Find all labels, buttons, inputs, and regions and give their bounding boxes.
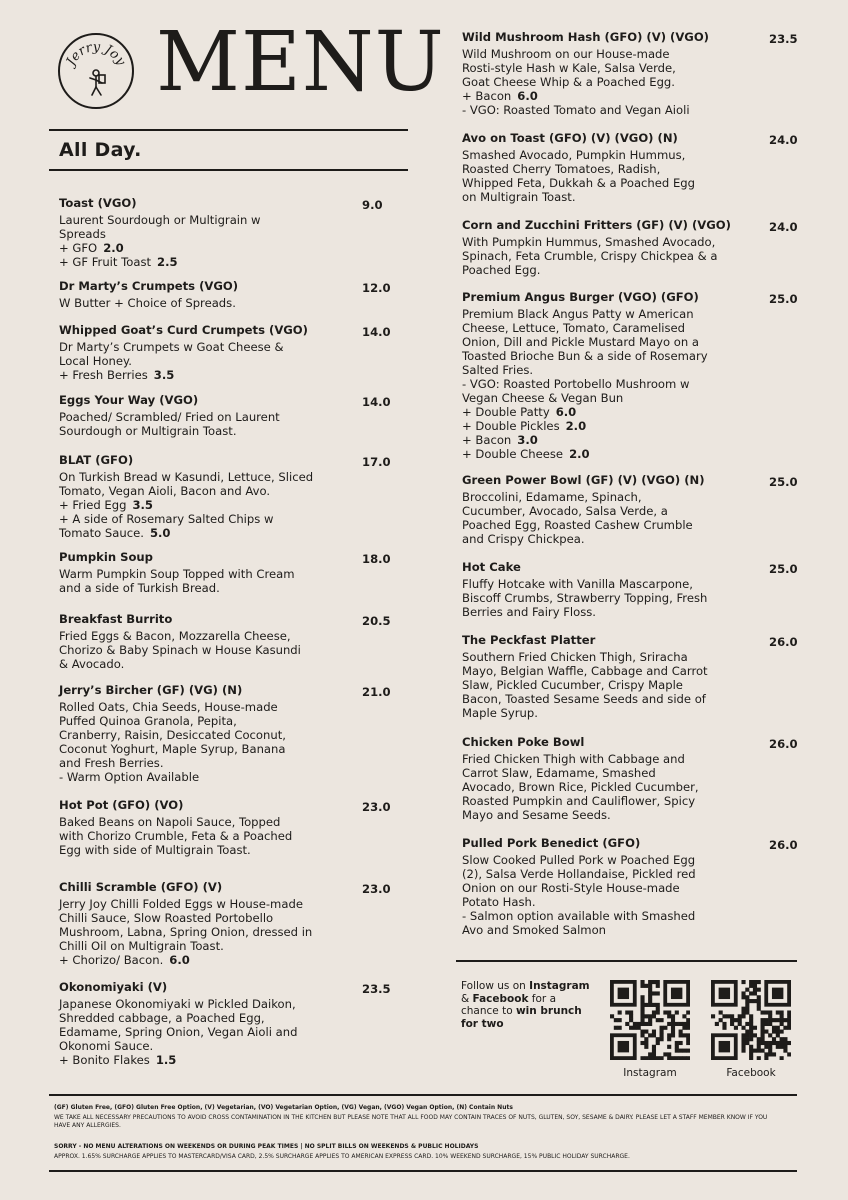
description-line: Cranberry, Raisin, Desiccated Coconut, [59,728,286,742]
description-line: Broccolini, Edamame, Spinach, [462,490,642,504]
description-line: Rosti-style Hash w Kale, Salsa Verde, [462,61,676,75]
description-line: Spreads [59,227,106,241]
menu-item [59,323,308,382]
menu-item [462,218,731,277]
description-line: Local Honey. [59,354,132,368]
description-line: Toasted Brioche Bun & a side of Rosemary [462,349,708,363]
description-line: Dr Marty’s Crumpets w Goat Cheese & [59,340,284,354]
description-line: Mushroom, Labna, Spring Onion, dressed in [59,925,313,939]
menu-item-addon [59,255,261,269]
menu-item-addon [59,526,313,540]
description-line: - VGO: Roasted Portobello Mushroom w [462,377,690,391]
description-line: Potato Hash. [462,895,536,909]
addon-price: 6.0 [555,405,577,419]
description-line: Chilli Oil on Multigrain Toast. [59,939,224,953]
menu-item-description [59,997,297,1053]
menu-item-description [462,235,731,277]
menu-item-description [59,815,292,857]
description-line: Slow Cooked Pulled Pork w Poached Egg [462,853,696,867]
addon-label: + Double Patty [462,405,550,419]
menu-item [59,880,312,967]
menu-item [462,560,707,619]
menu-item-price: 25.0 [769,475,798,489]
addon-label: Tomato Sauce. [59,526,144,540]
section-divider-top [49,129,408,131]
page-title: MENU [156,15,445,110]
addon-price: 3.5 [153,368,175,382]
menu-item-price: 26.0 [769,737,798,751]
menu-item-addon [59,1053,297,1067]
description-line: With Pumpkin Hummus, Smashed Avocado, [462,235,716,249]
addon-price: 2.0 [103,241,124,255]
menu-item-price: 20.5 [362,614,391,628]
description-line: W Butter + Choice of Spreads. [59,296,236,310]
description-line: and a side of Turkish Bread. [59,581,220,595]
menu-item-name: Green Power Bowl (GF) (V) (VGO) (N) [462,473,705,487]
menu-item-price: 21.0 [362,685,391,699]
menu-item-name: Hot Cake [462,560,521,574]
description-line: Bacon, Toasted Sesame Seeds and side of [462,692,706,706]
menu-item-description [59,213,261,241]
description-line: Japanese Okonomiyaki w Pickled Daikon, [59,997,296,1011]
menu-item-name: BLAT (GFO) [59,453,134,467]
section-title: All Day. [59,139,142,161]
section-divider-bottom [49,169,408,171]
description-line: Laurent Sourdough or Multigrain w [59,213,261,227]
menu-item-price: 23.0 [362,882,391,896]
menu-item-name: Whipped Goat’s Curd Crumpets (VGO) [59,323,308,337]
menu-item-price: 26.0 [769,838,798,852]
menu-item-description [462,650,708,720]
menu-item [59,279,238,310]
footer-divider-bottom [49,1170,797,1172]
menu-item-addon [462,447,708,461]
description-line: Shredded cabbage, a Poached Egg, [59,1011,265,1025]
menu-item-price: 24.0 [769,133,798,147]
addon-price: 3.0 [517,433,538,447]
description-line: Poached Egg. [462,263,541,277]
description-line: (2), Salsa Verde Hollandaise, Pickled red [462,867,696,881]
description-line: and Fresh Berries. [59,756,164,770]
addon-label: + GFO [59,241,98,255]
menu-item-name: Corn and Zucchini Fritters (GF) (V) (VGO) [462,218,731,232]
allergy-notice: WE TAKE ALL NECESSARY PRECAUTIONS TO AVOID CROSS CONTAMINATION IN THE KITCHEN BUT PLEASE NOTE THAT ALL FOOD MAY CONTAIN TRACES OF NUTS, GLUTEN, SOY, SESAME & DAIRY. PLEASE LET A STAFF MEMBER KNOW IF YOU [54,1114,768,1121]
menu-item-addon [462,419,708,433]
addon-label: - VGO: Roasted Tomato and Vegan Aioli [462,103,690,117]
addon-price: 1.5 [155,1053,177,1067]
description-line: Poached/ Scrambled/ Fried on Laurent [59,410,280,424]
description-line: Biscoff Crumbs, Strawberry Topping, Fresh [462,591,708,605]
addon-label: + Double Pickles [462,419,560,433]
addon-label: + Fresh Berries [59,368,148,382]
menu-item-addon [59,953,312,967]
description-line: Jerry Joy Chilli Folded Eggs w House-made [59,897,303,911]
description-line: Puffed Quinoa Granola, Pepita, [59,714,237,728]
description-line: Salted Fries. [462,363,534,377]
description-line: Sourdough or Multigrain Toast. [59,424,237,438]
description-line: Edamame, Spring Onion, Vegan Aioli and [59,1025,298,1039]
addon-label: + Chorizo/ Bacon. [59,953,164,967]
menu-item-name: Dr Marty’s Crumpets (VGO) [59,279,239,293]
surcharge-notice: APPROX. 1.65% SURCHARGE APPLIES TO MASTERCARD/VISA CARD, 2.5% SURCHARGE APPLIES TO AMERICAN EXPRESS CARD. 10% WEEKEND SURCHARGE, 15% PUBLIC HOLIDAY SURCHARGE. [54,1153,630,1160]
menu-item-description [462,148,695,204]
description-line: Rolled Oats, Chia Seeds, House-made [59,700,278,714]
menu-item-name: Chilli Scramble (GFO) (V) [59,880,223,894]
dietary-legend: (GF) Gluten Free, (GFO) Gluten Free Option, (V) Vegetarian, (VO) Vegetarian Option, (VG) Vegan, (VGO) Vegan Option, (N) Contain Nuts [54,1104,513,1111]
description-line: Fluffy Hotcake with Vanilla Mascarpone, [462,577,693,591]
description-line: Onion on our Rosti-Style House-made [462,881,680,895]
menu-item-description [59,296,238,310]
facebook-qr-label: Facebook [726,1067,776,1079]
addon-price: 2.0 [565,419,587,433]
menu-item-addon [462,405,708,419]
description-line: with Chorizo Crumble, Feta & a Poached [59,829,293,843]
addon-price: 5.0 [149,526,171,540]
menu-item-price: 18.0 [362,552,391,566]
menu-item-price: 9.0 [362,198,383,212]
menu-item-description [462,490,705,546]
menu-item [462,473,705,546]
menu-item-price: 12.0 [362,281,391,295]
addon-price: 6.0 [169,953,190,967]
menu-item-name: Chicken Poke Bowl [462,735,585,749]
description-line: Okonomi Sauce. [59,1039,154,1053]
menu-item-description [59,629,301,671]
description-line: Coconut Yoghurt, Maple Syrup, Banana [59,742,286,756]
menu-item-price: 14.0 [362,395,391,409]
menu-item [59,612,301,671]
menu-item [462,633,708,720]
menu-item-name: Avo on Toast (GFO) (V) (VGO) (N) [462,131,678,145]
addon-label: + Fried Egg [59,498,127,512]
addon-label: + Bacon [462,433,512,447]
instagram-qr-label: Instagram [623,1067,677,1079]
menu-item-name: Premium Angus Burger (VGO) (GFO) [462,290,699,304]
menu-item-price: 23.0 [362,800,391,814]
menu-item-price: 23.5 [769,32,798,46]
description-line: Warm Pumpkin Soup Topped with Cream [59,567,295,581]
instagram-qr-code[interactable] [610,980,690,1060]
menu-item-price: 17.0 [362,455,391,469]
social-prize-highlight: for two [461,1017,504,1030]
menu-item [462,290,708,461]
footer-divider-top [49,1094,797,1096]
right-column-divider [456,960,797,962]
menu-item [59,393,280,438]
menu-item-description [59,340,308,368]
svg-text:Jerry Joy: Jerry Joy [63,39,129,69]
menu-item-addon [59,241,261,255]
description-line: Slaw, Pickled Cucumber, Crispy Maple [462,678,683,692]
menu-item-price: 24.0 [769,220,798,234]
description-line: Fried Eggs & Bacon, Mozzarella Cheese, [59,629,291,643]
menu-item-price: 25.0 [769,292,798,306]
menu-item-description [462,853,696,937]
description-line: Poached Egg, Roasted Cashew Crumble [462,518,693,532]
addon-price: 2.5 [157,255,178,269]
menu-item-description [462,577,707,619]
menu-item-name: Breakfast Burrito [59,612,173,626]
description-line: Onion, Dill and Pickle Mustard Mayo on a [462,335,699,349]
menu-item-name: Hot Pot (GFO) (VO) [59,798,184,812]
description-line: Vegan Cheese & Vegan Bun [462,391,624,405]
menu-item-name: Pulled Pork Benedict (GFO) [462,836,641,850]
description-line: Berries and Fairy Floss. [462,605,596,619]
menu-item [59,798,292,857]
description-line: Cheese, Lettuce, Tomato, Caramelised [462,321,686,335]
menu-item [462,131,695,204]
social-promo [461,980,601,1030]
menu-item-description [462,47,709,89]
menu-item-description [59,410,280,438]
description-line: Cucumber, Avocado, Salsa Verde, a [462,504,668,518]
social-text: for a [528,992,557,1005]
menu-item-description [59,897,312,953]
menu-item-name: Pumpkin Soup [59,550,153,564]
addon-label: + Bonito Flakes [59,1053,150,1067]
description-line: Southern Fried Chicken Thigh, Sriracha [462,650,688,664]
menu-item [59,453,313,540]
menu-item-name: Wild Mushroom Hash (GFO) (V) (VGO) [462,30,709,44]
allergy-notice-cont: HAVE ANY ALLERGIES. [54,1122,121,1129]
menu-item-name: Okonomiyaki (V) [59,980,168,994]
menu-item [59,196,261,269]
jerry-joy-logo [58,33,134,109]
social-text: chance to [461,1005,516,1017]
menu-item [462,735,699,822]
description-line: Maple Syrup. [462,706,538,720]
description-line: and Crispy Chickpea. [462,532,585,546]
menu-item-description [59,470,313,498]
description-line: Tomato, Vegan Aioli, Bacon and Avo. [59,484,271,498]
description-line: Mayo, Belgian Waffle, Cabbage and Carrot [462,664,708,678]
description-line: Egg with side of Multigrain Toast. [59,843,251,857]
menu-item-addon [59,368,308,382]
social-text: & [461,992,473,1005]
menu-item [59,683,286,784]
description-line: - Warm Option Available [59,770,200,784]
menu-item-name: The Peckfast Platter [462,633,596,647]
addon-price: 6.0 [517,89,538,103]
addon-label: + GF Fruit Toast [59,255,152,269]
addon-label: + A side of Rosemary Salted Chips w [59,512,274,526]
description-line: On Turkish Bread w Kasundi, Lettuce, Sliced [59,470,314,484]
addon-label: + Double Cheese [462,447,564,461]
description-line: - Salmon option available with Smashed [462,909,696,923]
description-line: Spinach, Feta Crumble, Crispy Chickpea & a [462,249,718,263]
menu-item-name: Jerry’s Bircher (GF) (VG) (N) [59,683,243,697]
menu-item [462,30,709,117]
social-text: Follow us on [461,980,530,992]
menu-item-name: Toast (VGO) [59,196,137,210]
menu-item-addon [462,433,708,447]
menu-item-description [59,700,286,784]
description-line: Mayo and Sesame Seeds. [462,808,611,822]
menu-item-price: 23.5 [362,982,391,996]
menu-item-price: 25.0 [769,562,798,576]
addon-label: + Bacon [462,89,512,103]
description-line: Goat Cheese Whip & a Poached Egg. [462,75,675,89]
menu-item-addon [462,89,709,103]
description-line: Whipped Feta, Dukkah & a Poached Egg [462,176,695,190]
menu-item [462,836,696,937]
menu-item-description [462,752,699,822]
description-line: Fried Chicken Thigh with Cabbage and [462,752,685,766]
social-instagram-highlight: Instagram [529,980,590,992]
addon-price: 2.0 [569,447,590,461]
description-line: Wild Mushroom on our House-made [462,47,670,61]
description-line: Premium Black Angus Patty w American [462,307,694,321]
menu-item-description [59,567,295,595]
social-facebook-highlight: Facebook [472,992,529,1005]
menu-item-price: 26.0 [769,635,798,649]
description-line: Carrot Slaw, Edamame, Smashed [462,766,656,780]
social-prize-highlight: win brunch [515,1005,582,1017]
description-line: on Multigrain Toast. [462,190,576,204]
description-line: Baked Beans on Napoli Sauce, Topped [59,815,281,829]
menu-item-description [462,307,708,405]
description-line: Chorizo & Baby Spinach w House Kasundi [59,643,301,657]
menu-item-addon [59,498,313,512]
description-line: Avocado, Brown Rice, Pickled Cucumber, [462,780,699,794]
menu-item-price: 14.0 [362,325,391,339]
description-line: Chilli Sauce, Slow Roasted Portobello [59,911,274,925]
policy-notice: SORRY - NO MENU ALTERATIONS ON WEEKENDS OR DURING PEAK TIMES | NO SPLIT BILLS ON WEEKENDS & PUBLIC HOLIDAYS [54,1143,479,1150]
description-line: Smashed Avocado, Pumpkin Hummus, [462,148,686,162]
menu-item [59,550,295,595]
addon-price: 3.5 [132,498,153,512]
description-line: Avo and Smoked Salmon [462,923,607,937]
description-line: Roasted Cherry Tomatoes, Radish, [462,162,661,176]
facebook-qr-code[interactable] [711,980,791,1060]
menu-item [59,980,297,1067]
menu-item-addon [462,103,709,117]
menu-item-name: Eggs Your Way (VGO) [59,393,199,407]
menu-item-addon [59,512,313,526]
description-line: Roasted Pumpkin and Cauliflower, Spicy [462,794,696,808]
description-line: & Avocado. [59,657,125,671]
